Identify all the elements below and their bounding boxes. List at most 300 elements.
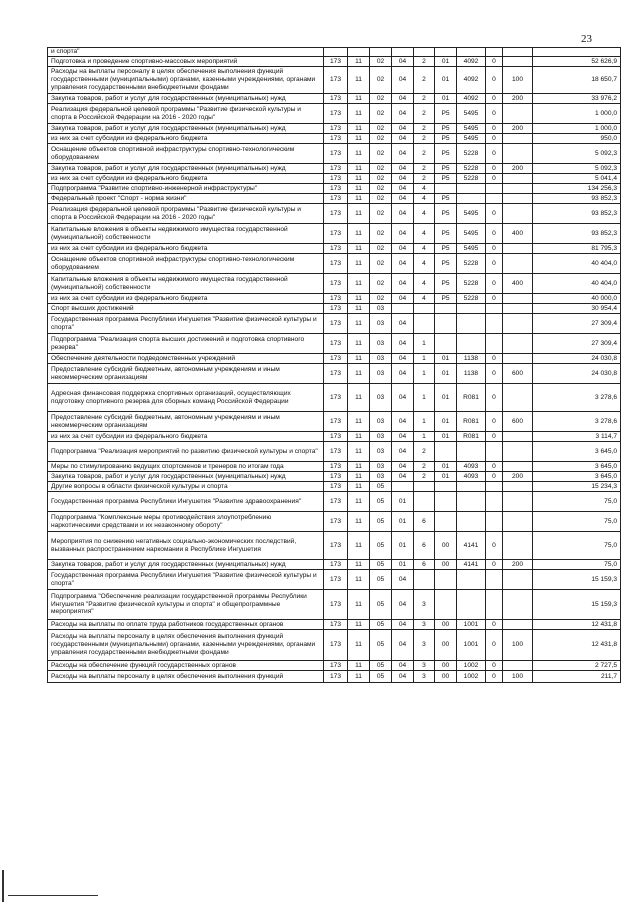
article-code-cell: 0 bbox=[486, 274, 503, 294]
table-row bbox=[48, 174, 621, 184]
main-event-code-cell: P5 bbox=[435, 104, 457, 124]
grbs-code-cell: 173 bbox=[324, 620, 348, 630]
direction-code-cell bbox=[457, 590, 486, 620]
program-code-cell: 04 bbox=[392, 244, 414, 254]
expense-type-code-cell: 600 bbox=[503, 412, 533, 432]
amount-cell: 93 852,3 bbox=[533, 204, 621, 224]
table-row bbox=[48, 384, 621, 412]
amount-cell: 93 852,3 bbox=[533, 194, 621, 204]
direction-code-cell bbox=[457, 570, 486, 590]
expense-type-code-cell: 100 bbox=[503, 630, 533, 661]
subprogram-code-cell: 2 bbox=[414, 462, 435, 472]
main-event-code-cell: 00 bbox=[435, 671, 457, 683]
grbs-code-cell: 173 bbox=[324, 67, 348, 94]
subprogram-code-cell bbox=[414, 314, 435, 334]
table-row bbox=[48, 224, 621, 244]
table-row bbox=[48, 194, 621, 204]
subprogram-code-cell: 6 bbox=[414, 532, 435, 560]
item-name-cell: из них за счет субсидии из федерального бюджета bbox=[48, 294, 324, 304]
subprogram-code-cell bbox=[414, 570, 435, 590]
expense-type-code-cell: 200 bbox=[503, 164, 533, 174]
amount-cell: 3 114,7 bbox=[533, 432, 621, 442]
subprogram-code-cell: 4 bbox=[414, 224, 435, 244]
item-name-cell: из них за счет субсидии из федерального бюджета bbox=[48, 244, 324, 254]
amount-cell: 24 030,8 bbox=[533, 354, 621, 364]
expense-type-code-cell bbox=[503, 144, 533, 164]
main-event-code-cell bbox=[435, 482, 457, 492]
direction-code-cell: 5228 bbox=[457, 254, 486, 274]
section-code-cell: 11 bbox=[348, 364, 370, 384]
amount-cell: 18 650,7 bbox=[533, 67, 621, 94]
item-name-cell: Другие вопросы в области физической культуры и спорта bbox=[48, 482, 324, 492]
item-name-cell: Подпрограмма "Обеспечение реализации государственной программы Республики Ингушетия "Развитие физической культуры и спорта" и общепрограммные мероприятия" bbox=[48, 590, 324, 620]
amount-cell: 1 000,0 bbox=[533, 124, 621, 134]
section-code-cell: 11 bbox=[348, 354, 370, 364]
article-code-cell: 0 bbox=[486, 671, 503, 683]
direction-code-cell: 4141 bbox=[457, 532, 486, 560]
grbs-code-cell: 173 bbox=[324, 432, 348, 442]
grbs-code-cell: 173 bbox=[324, 194, 348, 204]
amount-cell: 52 626,9 bbox=[533, 57, 621, 67]
direction-code-cell: 5495 bbox=[457, 104, 486, 124]
expense-type-code-cell bbox=[503, 174, 533, 184]
table-row bbox=[48, 671, 621, 683]
program-code-cell: 04 bbox=[392, 432, 414, 442]
expense-type-code-cell: 200 bbox=[503, 560, 533, 570]
item-name-cell: Расходы на выплаты персоналу в целях обеспечения выполнения функций государственными (муниципальными) органами, казенными учреждениями, органами управления государственными внебюджетными фондами bbox=[48, 67, 324, 94]
amount-cell: 93 852,3 bbox=[533, 224, 621, 244]
section-code-cell: 11 bbox=[348, 274, 370, 294]
item-name-cell: Подпрограмма "Комплексные меры противодействия злоупотреблению наркотическими средствами и их незаконному обороту" bbox=[48, 512, 324, 532]
subprogram-code-cell: 3 bbox=[414, 671, 435, 683]
program-code-cell: 04 bbox=[392, 164, 414, 174]
program-code-cell: 04 bbox=[392, 462, 414, 472]
subsection-code-cell: 02 bbox=[370, 204, 392, 224]
article-code-cell bbox=[486, 194, 503, 204]
grbs-code-cell: 173 bbox=[324, 304, 348, 314]
grbs-code-cell: 173 bbox=[324, 492, 348, 512]
subprogram-code-cell bbox=[414, 482, 435, 492]
subprogram-code-cell: 4 bbox=[414, 244, 435, 254]
grbs-code-cell: 173 bbox=[324, 412, 348, 432]
direction-code-cell: 5495 bbox=[457, 244, 486, 254]
main-event-code-cell: 01 bbox=[435, 57, 457, 67]
program-code-cell bbox=[392, 48, 414, 57]
expense-type-code-cell bbox=[503, 254, 533, 274]
subprogram-code-cell: 3 bbox=[414, 590, 435, 620]
article-code-cell: 0 bbox=[486, 204, 503, 224]
subsection-code-cell: 03 bbox=[370, 442, 392, 462]
grbs-code-cell: 173 bbox=[324, 94, 348, 104]
subsection-code-cell: 02 bbox=[370, 164, 392, 174]
program-code-cell: 04 bbox=[392, 570, 414, 590]
amount-cell: 3 645,0 bbox=[533, 442, 621, 462]
program-code-cell bbox=[392, 482, 414, 492]
direction-code-cell: 1138 bbox=[457, 364, 486, 384]
grbs-code-cell: 173 bbox=[324, 570, 348, 590]
article-code-cell bbox=[486, 512, 503, 532]
program-code-cell: 01 bbox=[392, 532, 414, 560]
grbs-code-cell: 173 bbox=[324, 244, 348, 254]
expense-type-code-cell bbox=[503, 442, 533, 462]
section-code-cell: 11 bbox=[348, 224, 370, 244]
table-row bbox=[48, 590, 621, 620]
direction-code-cell bbox=[457, 482, 486, 492]
table-row bbox=[48, 462, 621, 472]
subsection-code-cell: 02 bbox=[370, 174, 392, 184]
subsection-code-cell: 03 bbox=[370, 314, 392, 334]
direction-code-cell: 1138 bbox=[457, 354, 486, 364]
expense-type-code-cell: 400 bbox=[503, 274, 533, 294]
main-event-code-cell: P5 bbox=[435, 244, 457, 254]
program-code-cell: 04 bbox=[392, 184, 414, 194]
table-row bbox=[48, 57, 621, 67]
program-code-cell: 04 bbox=[392, 334, 414, 354]
subsection-code-cell: 05 bbox=[370, 512, 392, 532]
subsection-code-cell: 05 bbox=[370, 630, 392, 661]
program-code-cell: 04 bbox=[392, 590, 414, 620]
table-row bbox=[48, 492, 621, 512]
program-code-cell bbox=[392, 304, 414, 314]
table-row bbox=[48, 532, 621, 560]
subprogram-code-cell: 3 bbox=[414, 661, 435, 671]
direction-code-cell bbox=[457, 194, 486, 204]
direction-code-cell: 4093 bbox=[457, 462, 486, 472]
article-code-cell: 0 bbox=[486, 244, 503, 254]
article-code-cell bbox=[486, 482, 503, 492]
amount-cell: 40 404,0 bbox=[533, 274, 621, 294]
item-name-cell: Подпрограмма "Реализация мероприятий по развитию физической культуры и спорта" bbox=[48, 442, 324, 462]
item-name-cell: Расходы на выплаты персоналу в целях обеспечения выполнения функций bbox=[48, 671, 324, 683]
direction-code-cell bbox=[457, 48, 486, 57]
grbs-code-cell: 173 bbox=[324, 671, 348, 683]
amount-cell: 134 256,3 bbox=[533, 184, 621, 194]
main-event-code-cell: 01 bbox=[435, 472, 457, 482]
main-event-code-cell: 01 bbox=[435, 432, 457, 442]
article-code-cell bbox=[486, 492, 503, 512]
program-code-cell: 04 bbox=[392, 661, 414, 671]
scan-mark bbox=[2, 870, 4, 902]
grbs-code-cell: 173 bbox=[324, 442, 348, 462]
subsection-code-cell: 05 bbox=[370, 590, 392, 620]
subprogram-code-cell: 1 bbox=[414, 354, 435, 364]
subsection-code-cell: 02 bbox=[370, 144, 392, 164]
amount-cell: 1 000,0 bbox=[533, 104, 621, 124]
subsection-code-cell: 03 bbox=[370, 334, 392, 354]
expense-type-code-cell bbox=[503, 354, 533, 364]
direction-code-cell bbox=[457, 492, 486, 512]
article-code-cell bbox=[486, 570, 503, 590]
article-code-cell bbox=[486, 184, 503, 194]
amount-cell: 12 431,8 bbox=[533, 630, 621, 661]
subprogram-code-cell bbox=[414, 48, 435, 57]
subsection-code-cell: 05 bbox=[370, 620, 392, 630]
expense-type-code-cell bbox=[503, 384, 533, 412]
table-row bbox=[48, 412, 621, 432]
subsection-code-cell: 02 bbox=[370, 94, 392, 104]
amount-cell: 30 954,4 bbox=[533, 304, 621, 314]
grbs-code-cell: 173 bbox=[324, 512, 348, 532]
section-code-cell: 11 bbox=[348, 560, 370, 570]
amount-cell: 24 030,8 bbox=[533, 364, 621, 384]
article-code-cell: 0 bbox=[486, 661, 503, 671]
program-code-cell: 01 bbox=[392, 560, 414, 570]
direction-code-cell: 5495 bbox=[457, 124, 486, 134]
subsection-code-cell: 02 bbox=[370, 274, 392, 294]
subsection-code-cell: 02 bbox=[370, 224, 392, 244]
section-code-cell: 11 bbox=[348, 134, 370, 144]
table-row bbox=[48, 364, 621, 384]
amount-cell: 15 234,3 bbox=[533, 482, 621, 492]
grbs-code-cell bbox=[324, 48, 348, 57]
direction-code-cell: 4092 bbox=[457, 94, 486, 104]
main-event-code-cell bbox=[435, 48, 457, 57]
subprogram-code-cell: 4 bbox=[414, 254, 435, 274]
section-code-cell: 11 bbox=[348, 164, 370, 174]
program-code-cell: 04 bbox=[392, 384, 414, 412]
direction-code-cell bbox=[457, 442, 486, 462]
main-event-code-cell bbox=[435, 334, 457, 354]
direction-code-cell: 5495 bbox=[457, 224, 486, 244]
page-number: 23 bbox=[581, 33, 592, 45]
subsection-code-cell bbox=[370, 48, 392, 57]
table-row bbox=[48, 244, 621, 254]
subprogram-code-cell: 1 bbox=[414, 384, 435, 412]
main-event-code-cell: 00 bbox=[435, 661, 457, 671]
item-name-cell: Государственная программа Республики Ингушетия "Развитие физической культуры и спорта" bbox=[48, 314, 324, 334]
subsection-code-cell: 02 bbox=[370, 244, 392, 254]
grbs-code-cell: 173 bbox=[324, 174, 348, 184]
subprogram-code-cell: 2 bbox=[414, 174, 435, 184]
article-code-cell: 0 bbox=[486, 412, 503, 432]
program-code-cell: 04 bbox=[392, 144, 414, 164]
subprogram-code-cell: 6 bbox=[414, 512, 435, 532]
main-event-code-cell: P5 bbox=[435, 124, 457, 134]
grbs-code-cell: 173 bbox=[324, 364, 348, 384]
table-row bbox=[48, 254, 621, 274]
article-code-cell: 0 bbox=[486, 432, 503, 442]
section-code-cell: 11 bbox=[348, 630, 370, 661]
table-row bbox=[48, 512, 621, 532]
article-code-cell: 0 bbox=[486, 254, 503, 274]
grbs-code-cell: 173 bbox=[324, 57, 348, 67]
main-event-code-cell bbox=[435, 512, 457, 532]
article-code-cell: 0 bbox=[486, 472, 503, 482]
section-code-cell: 11 bbox=[348, 532, 370, 560]
main-event-code-cell: 01 bbox=[435, 94, 457, 104]
direction-code-cell bbox=[457, 334, 486, 354]
direction-code-cell: R081 bbox=[457, 412, 486, 432]
subsection-code-cell: 03 bbox=[370, 304, 392, 314]
section-code-cell: 11 bbox=[348, 184, 370, 194]
program-code-cell: 04 bbox=[392, 472, 414, 482]
expense-type-code-cell bbox=[503, 134, 533, 144]
section-code-cell: 11 bbox=[348, 124, 370, 134]
section-code-cell: 11 bbox=[348, 412, 370, 432]
program-code-cell: 04 bbox=[392, 364, 414, 384]
section-code-cell: 11 bbox=[348, 512, 370, 532]
main-event-code-cell: P5 bbox=[435, 194, 457, 204]
article-code-cell: 0 bbox=[486, 384, 503, 412]
expense-type-code-cell: 100 bbox=[503, 67, 533, 94]
program-code-cell: 04 bbox=[392, 224, 414, 244]
expense-type-code-cell bbox=[503, 334, 533, 354]
direction-code-cell: 5228 bbox=[457, 174, 486, 184]
subsection-code-cell: 02 bbox=[370, 134, 392, 144]
item-name-cell: Закупка товаров, работ и услуг для государственных (муниципальных) нужд bbox=[48, 164, 324, 174]
grbs-code-cell: 173 bbox=[324, 254, 348, 274]
table-row bbox=[48, 104, 621, 124]
main-event-code-cell: P5 bbox=[435, 224, 457, 244]
grbs-code-cell: 173 bbox=[324, 590, 348, 620]
main-event-code-cell: P5 bbox=[435, 294, 457, 304]
item-name-cell: Расходы на выплаты персоналу в целях обеспечения выполнения функций государственными (муниципальными) органами, казенными учреждениями, органами управления государственными внебюджетными фондами bbox=[48, 630, 324, 661]
item-name-cell: из них за счет субсидии из федерального бюджета bbox=[48, 174, 324, 184]
expense-type-code-cell bbox=[503, 462, 533, 472]
main-event-code-cell: 01 bbox=[435, 364, 457, 384]
subprogram-code-cell: 4 bbox=[414, 204, 435, 224]
item-name-cell: Оснащение объектов спортивной инфраструктуры спортивно-технологическим оборудованием bbox=[48, 144, 324, 164]
main-event-code-cell bbox=[435, 590, 457, 620]
expense-type-code-cell bbox=[503, 661, 533, 671]
item-name-cell: Подпрограмма "Развитие спортивно-инженерной инфраструктуры" bbox=[48, 184, 324, 194]
article-code-cell bbox=[486, 442, 503, 462]
main-event-code-cell: 01 bbox=[435, 384, 457, 412]
amount-cell bbox=[533, 48, 621, 57]
program-code-cell: 04 bbox=[392, 630, 414, 661]
expense-type-code-cell bbox=[503, 432, 533, 442]
main-event-code-cell bbox=[435, 442, 457, 462]
grbs-code-cell: 173 bbox=[324, 661, 348, 671]
direction-code-cell bbox=[457, 184, 486, 194]
subprogram-code-cell: 2 bbox=[414, 144, 435, 164]
expense-type-code-cell bbox=[503, 104, 533, 124]
expense-type-code-cell bbox=[503, 620, 533, 630]
main-event-code-cell bbox=[435, 184, 457, 194]
section-code-cell: 11 bbox=[348, 57, 370, 67]
section-code-cell: 11 bbox=[348, 314, 370, 334]
main-event-code-cell bbox=[435, 570, 457, 590]
main-event-code-cell bbox=[435, 492, 457, 512]
article-code-cell: 0 bbox=[486, 174, 503, 184]
subsection-code-cell: 03 bbox=[370, 364, 392, 384]
program-code-cell: 04 bbox=[392, 620, 414, 630]
direction-code-cell: 5228 bbox=[457, 274, 486, 294]
program-code-cell: 01 bbox=[392, 512, 414, 532]
program-code-cell: 04 bbox=[392, 94, 414, 104]
amount-cell: 950,0 bbox=[533, 134, 621, 144]
subprogram-code-cell: 4 bbox=[414, 274, 435, 294]
grbs-code-cell: 173 bbox=[324, 314, 348, 334]
subsection-code-cell: 05 bbox=[370, 560, 392, 570]
main-event-code-cell: P5 bbox=[435, 254, 457, 274]
table-row bbox=[48, 124, 621, 134]
main-event-code-cell bbox=[435, 314, 457, 334]
section-code-cell: 11 bbox=[348, 204, 370, 224]
direction-code-cell: 5228 bbox=[457, 294, 486, 304]
table-row bbox=[48, 560, 621, 570]
article-code-cell: 0 bbox=[486, 462, 503, 472]
expense-type-code-cell bbox=[503, 570, 533, 590]
article-code-cell: 0 bbox=[486, 134, 503, 144]
table-row bbox=[48, 334, 621, 354]
article-code-cell: 0 bbox=[486, 364, 503, 384]
subsection-code-cell: 03 bbox=[370, 354, 392, 364]
amount-cell: 5 092,3 bbox=[533, 144, 621, 164]
program-code-cell: 04 bbox=[392, 194, 414, 204]
item-name-cell: Государственная программа Республики Ингушетия "Развитие физической культуры и спорта" bbox=[48, 570, 324, 590]
program-code-cell: 04 bbox=[392, 314, 414, 334]
main-event-code-cell: P5 bbox=[435, 274, 457, 294]
grbs-code-cell: 173 bbox=[324, 630, 348, 661]
main-event-code-cell: P5 bbox=[435, 144, 457, 164]
expense-type-code-cell: 400 bbox=[503, 224, 533, 244]
article-code-cell bbox=[486, 304, 503, 314]
direction-code-cell: 1002 bbox=[457, 671, 486, 683]
amount-cell: 3 645,0 bbox=[533, 462, 621, 472]
expense-type-code-cell bbox=[503, 184, 533, 194]
main-event-code-cell: 00 bbox=[435, 532, 457, 560]
expense-type-code-cell: 600 bbox=[503, 364, 533, 384]
table-row bbox=[48, 134, 621, 144]
item-name-cell: Капитальные вложения в объекты недвижимого имущества государственной (муниципальной) собственности bbox=[48, 274, 324, 294]
subsection-code-cell: 05 bbox=[370, 492, 392, 512]
item-name-cell: Реализация федеральной целевой программы "Развитие физической культуры и спорта в Российской Федерации на 2016 - 2020 годы" bbox=[48, 104, 324, 124]
amount-cell: 75,0 bbox=[533, 512, 621, 532]
table-row bbox=[48, 274, 621, 294]
table-row bbox=[48, 94, 621, 104]
item-name-cell: Расходы на выплаты по оплате труда работников государственных органов bbox=[48, 620, 324, 630]
subsection-code-cell: 03 bbox=[370, 412, 392, 432]
expense-type-code-cell bbox=[503, 194, 533, 204]
main-event-code-cell: P5 bbox=[435, 134, 457, 144]
subprogram-code-cell: 1 bbox=[414, 334, 435, 354]
section-code-cell: 11 bbox=[348, 482, 370, 492]
subsection-code-cell: 02 bbox=[370, 294, 392, 304]
section-code-cell: 11 bbox=[348, 294, 370, 304]
subprogram-code-cell: 1 bbox=[414, 364, 435, 384]
amount-cell: 12 431,8 bbox=[533, 620, 621, 630]
subprogram-code-cell: 3 bbox=[414, 630, 435, 661]
subsection-code-cell: 05 bbox=[370, 482, 392, 492]
expense-type-code-cell: 100 bbox=[503, 671, 533, 683]
grbs-code-cell: 173 bbox=[324, 334, 348, 354]
section-code-cell: 11 bbox=[348, 334, 370, 354]
article-code-cell bbox=[486, 334, 503, 354]
item-name-cell: Предоставление субсидий бюджетным, автономным учреждениям и иным некоммерческим организациям bbox=[48, 364, 324, 384]
section-code-cell: 11 bbox=[348, 671, 370, 683]
program-code-cell: 04 bbox=[392, 67, 414, 94]
grbs-code-cell: 173 bbox=[324, 462, 348, 472]
article-code-cell: 0 bbox=[486, 67, 503, 94]
main-event-code-cell: 00 bbox=[435, 630, 457, 661]
subprogram-code-cell bbox=[414, 304, 435, 314]
grbs-code-cell: 173 bbox=[324, 274, 348, 294]
amount-cell: 3 278,6 bbox=[533, 384, 621, 412]
program-code-cell: 04 bbox=[392, 354, 414, 364]
expense-type-code-cell bbox=[503, 204, 533, 224]
item-name-cell: Предоставление субсидий бюджетным, автономным учреждениям и иным некоммерческим организациям bbox=[48, 412, 324, 432]
grbs-code-cell: 173 bbox=[324, 482, 348, 492]
amount-cell: 40 000,0 bbox=[533, 294, 621, 304]
program-code-cell: 04 bbox=[392, 204, 414, 224]
grbs-code-cell: 173 bbox=[324, 144, 348, 164]
item-name-cell: Спорт высших достижений bbox=[48, 304, 324, 314]
amount-cell: 75,0 bbox=[533, 560, 621, 570]
table-row bbox=[48, 620, 621, 630]
item-name-cell: Закупка товаров, работ и услуг для государственных (муниципальных) нужд bbox=[48, 124, 324, 134]
subprogram-code-cell: 2 bbox=[414, 57, 435, 67]
